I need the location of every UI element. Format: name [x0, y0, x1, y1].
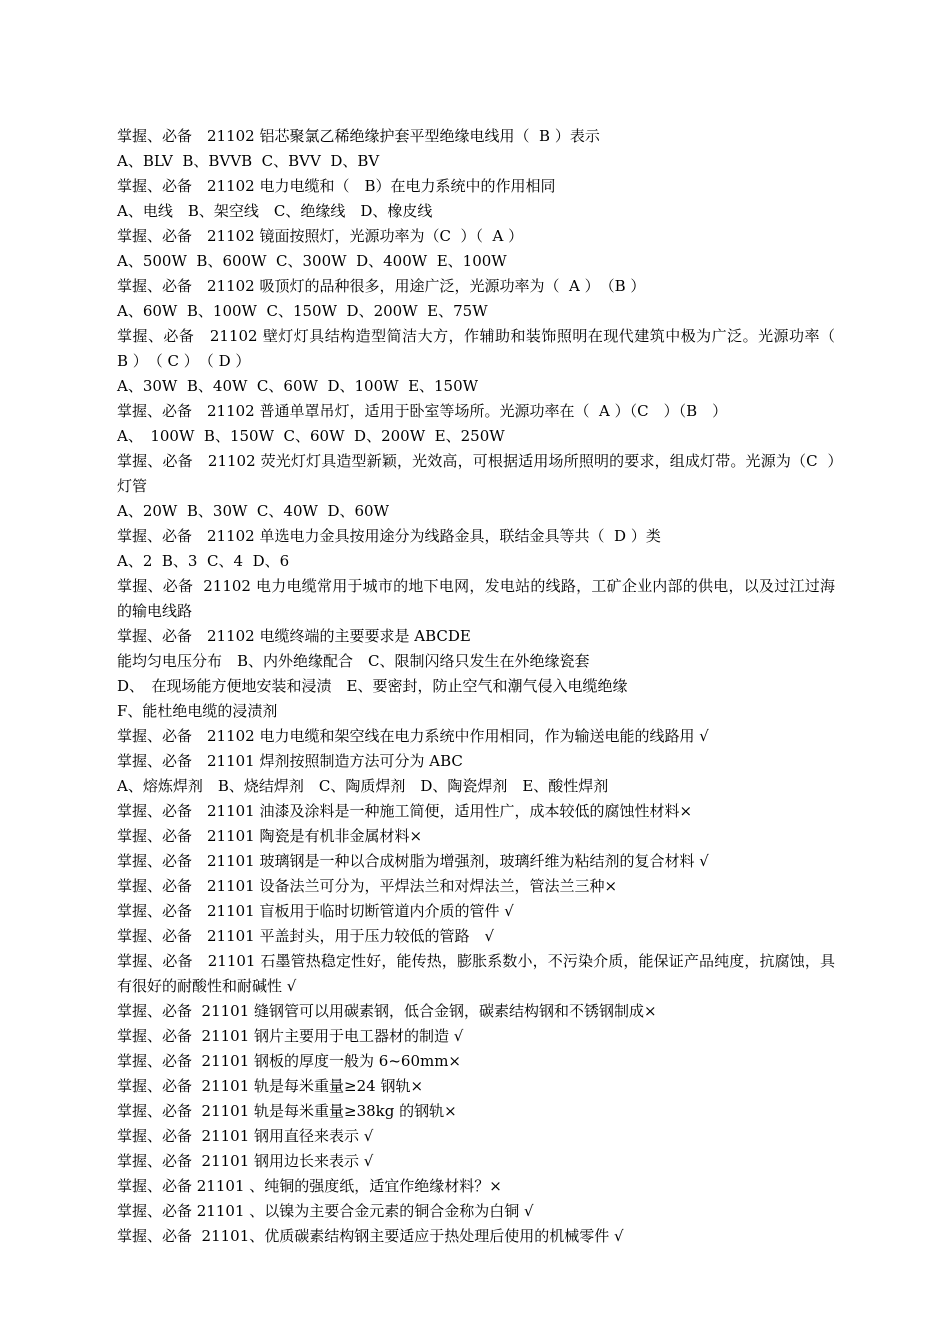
- text-line: 掌握、必备 21101 石墨管热稳定性好，能传热，膨胀系数小，不污染介质，能保证产品纯度，抗腐蚀，具有很好的耐酸性和耐碱性 √: [117, 952, 835, 995]
- text-line: 掌握、必备 21102 吸顶灯的品种很多，用途广泛，光源功率为（ A ） （B ）: [117, 277, 646, 295]
- text-line: 掌握、必备 21101 钢板的厚度一般为 6~60mm×: [117, 1052, 462, 1070]
- text-line: 掌握、必备 21101 、以镍为主要合金元素的铜合金称为白铜 √: [117, 1202, 534, 1220]
- text-line: F、能杜绝电缆的浸渍剂: [117, 702, 278, 720]
- text-line: 掌握、必备 21101 轨是每米重量≥38kg 的钢轨×: [117, 1102, 457, 1120]
- text-line: 掌握、必备 21101 盲板用于临时切断管道内介质的管件 √: [117, 902, 514, 920]
- text-line: A、电线 B、架空线 C、绝缘线 D、橡皮线: [117, 202, 433, 220]
- text-line: 掌握、必备 21101 设备法兰可分为，平焊法兰和对焊法兰，管法兰三种×: [117, 877, 618, 895]
- text-line: A、20W B、30W C、40W D、60W: [117, 502, 389, 520]
- text-line: A、60W B、100W C、150W D、200W E、75W: [117, 302, 488, 320]
- text-line: A、2 B、3 C、4 D、6: [117, 552, 290, 570]
- text-line: A、500W B、600W C、300W D、400W E、100W: [117, 252, 507, 270]
- text-line: 掌握、必备 21101 油漆及涂料是一种施工简便，适用性广，成本较低的腐蚀性材料×: [117, 802, 693, 820]
- document-page: [117, 124, 845, 1249]
- text-line: D、 在现场能方便地安装和浸渍 E、要密封，防止空气和潮气侵入电缆绝缘: [117, 677, 628, 695]
- text-line: 掌握、必备 21101 平盖封头，用于压力较低的管路 √: [117, 927, 495, 945]
- text-line: 掌握、必备 21102 荧光灯灯具造型新颖，光效高，可根据适用场所照明的要求，组成灯带。光源为（C ）灯管: [117, 452, 835, 495]
- text-line: 掌握、必备 21101 陶瓷是有机非金属材料×: [117, 827, 423, 845]
- text-line: A、30W B、40W C、60W D、100W E、150W: [117, 377, 479, 395]
- text-line: 掌握、必备 21102 电缆终端的主要要求是 ABCDE: [117, 627, 471, 645]
- text-line: 掌握、必备 21102 电力电缆和架空线在电力系统中作用相同，作为输送电能的线路用 √: [117, 727, 709, 745]
- text-line: 掌握、必备 21101 玻璃钢是一种以合成树脂为增强剂，玻璃纤维为粘结剂的复合材料 √: [117, 852, 709, 870]
- text-line: A、熔炼焊剂 B、烧结焊剂 C、陶质焊剂 D、陶瓷焊剂 E、酸性焊剂: [117, 777, 609, 795]
- text-line: A、BLV B、BVVB C、BVV D、BV: [117, 152, 380, 170]
- text-line: 掌握、必备 21101 钢片主要用于电工器材的制造 √: [117, 1027, 464, 1045]
- text-line: 能均匀电压分布 B、内外绝缘配合 C、限制闪络只发生在外绝缘瓷套: [117, 652, 590, 670]
- text-line: 掌握、必备 21101 轨是每米重量≥24 钢轨×: [117, 1077, 424, 1095]
- text-line: 掌握、必备 21101 缝钢管可以用碳素钢，低合金钢，碳素结构钢和不锈钢制成×: [117, 1002, 657, 1020]
- text-line: 掌握、必备 21102 镜面按照灯，光源功率为（C ）（ A ）: [117, 227, 524, 245]
- text-line: 掌握、必备 21101 钢用边长来表示 √: [117, 1152, 374, 1170]
- text-line: 掌握、必备 21101 、纯铜的强度纸，适宜作绝缘材料？×: [117, 1177, 502, 1195]
- text-line: 掌握、必备 21102 电力电缆和（ B）在电力系统中的作用相同: [117, 177, 556, 195]
- text-line: 掌握、必备 21102 电力电缆常用于城市的地下电网，发电站的线路，工矿企业内部的供电，以及过江过海的输电线路: [117, 577, 835, 620]
- text-line: 掌握、必备 21102 铝芯聚氯乙稀绝缘护套平型绝缘电线用（ B ）表示: [117, 127, 600, 145]
- text-line: 掌握、必备 21102 单选电力金具按用途分为线路金具，联结金具等共（ D ）类: [117, 527, 661, 545]
- text-line: 掌握、必备 21101 钢用直径来表示 √: [117, 1127, 374, 1145]
- text-line: 掌握、必备 21101、优质碳素结构钢主要适应于热处理后使用的机械零件 √: [117, 1227, 624, 1245]
- text-line: 掌握、必备 21102 壁灯灯具结构造型简洁大方，作辅助和装饰照明在现代建筑中极为广泛。光源功率（ B ） （ C ） （ D ）: [117, 327, 845, 370]
- text-line: 掌握、必备 21102 普通单罩吊灯，适用于卧室等场所。光源功率在（ A ）（C ）（B ）: [117, 402, 728, 420]
- text-line: A、 100W B、150W C、60W D、200W E、250W: [117, 427, 505, 445]
- text-line: 掌握、必备 21101 焊剂按照制造方法可分为 ABC: [117, 752, 463, 770]
